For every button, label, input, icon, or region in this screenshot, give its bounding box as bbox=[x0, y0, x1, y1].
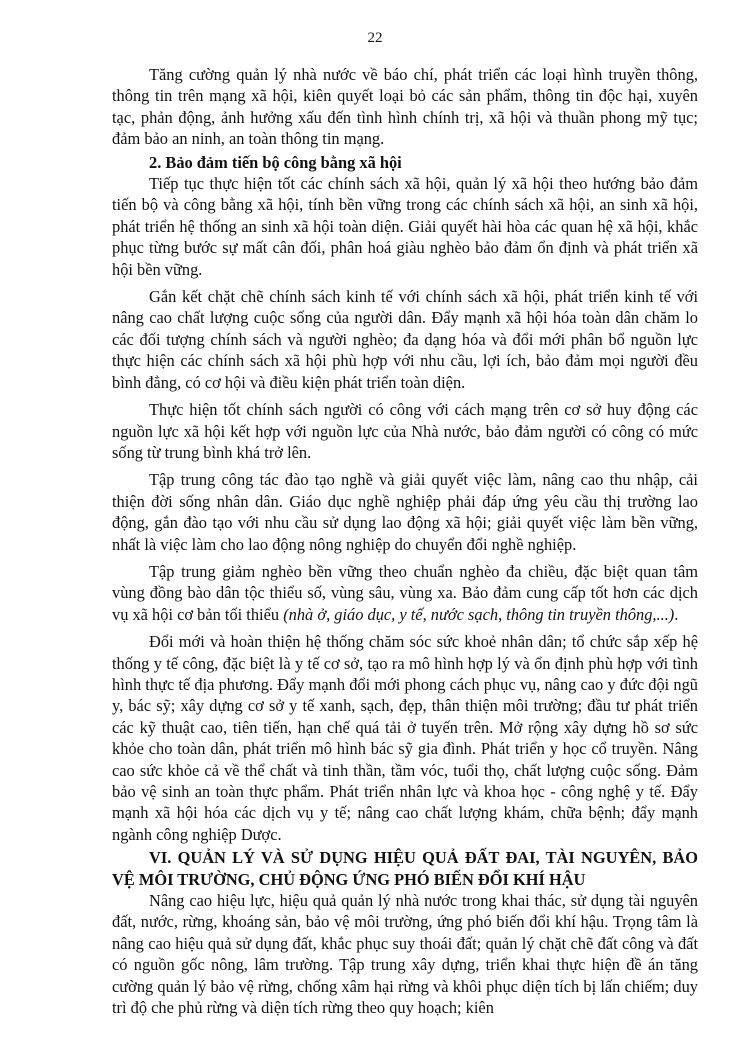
paragraph-vocational-training: Tập trung công tác đào tạo nghề và giải quyết việc làm, nâng cao thu nhập, cải thiện đời sống nhân dân. Giáo dục nghề nghiệp phải đáp ứng yêu cầu thị trường lao động, gắn đào tạo với nhu cầu sử dụng lao động xã hội; giải quyết việc làm bền vững, nhất là việc làm cho lao động nông nghiệp do chuyển đổi nghề nghiệp. bbox=[112, 470, 698, 554]
poverty-italic-list: (nhà ở, giáo dục, y tế, nước sạch, thông tin truyền thông,...) bbox=[283, 604, 675, 624]
poverty-text: Tập trung giảm nghèo bền vững theo chuẩn nghèo đa chiều, đặc biệt quan tâm vùng đồng bào dân tộc thiểu số, vùng sâu, vùng xa. Bảo đảm cung cấp tốt hơn các dịch vụ xã hội cơ bản tối thiểu bbox=[112, 561, 698, 624]
poverty-end: . bbox=[674, 604, 679, 624]
paragraph-poverty-reduction bbox=[112, 561, 698, 625]
section-heading-social-equity: 2. Bảo đảm tiến bộ công bằng xã hội bbox=[149, 152, 402, 172]
paragraph-press-management: Tăng cường quản lý nhà nước về báo chí, phát triển các loại hình truyền thông, thông tin trên mạng xã hội, kiên quyết loại bỏ các sản phẩm, thông tin độc hại, xuyên tạc, phản động, ảnh hưởng xấu đến tình hình chính trị, xã hội và thuần phong mỹ tục; đảm bảo an ninh, an toàn thông tin mạng. bbox=[112, 65, 698, 149]
paragraph-resource-management: Nâng cao hiệu lực, hiệu quả quản lý nhà nước trong khai thác, sử dụng tài nguyên đất, nước, rừng, khoáng sản, bảo vệ môi trường, ứng phó biến đổi khí hậu. Trọng tâm là nâng cao hiệu quả sử dụng đất, khắc phục suy thoái đất; quản lý chặt chẽ đất công và đất có nguồn gốc nông, lâm trường. Tập trung xây dựng, triển khai thực hiện đề án tăng cường quản lý bảo vệ rừng, chống xâm hại rừng và khôi phục diện tích bị lấn chiếm; duy trì độ che phủ rừng và diện tích rừng theo quy hoạch; kiên bbox=[112, 891, 698, 1018]
paragraph-economic-social-link: Gắn kết chặt chẽ chính sách kinh tế với chính sách xã hội, phát triển kinh tế với nâng cao chất lượng cuộc sống của người dân. Đẩy mạnh xã hội hóa toàn dân chăm lo các đối tượng chính sách và người nghèo; đa dạng hóa và đổi mới phân bổ nguồn lực thực hiện các chính sách xã hội phù hợp với nhu cầu, lợi ích, bảo đảm mọi người đều bình đẳng, có cơ hội và điều kiện phát triển toàn diện. bbox=[112, 287, 698, 392]
section-heading-land-resources: VI. QUẢN LÝ VÀ SỬ DỤNG HIỆU QUẢ ĐẤT ĐAI, TÀI NGUYÊN, BẢO VỆ MÔI TRƯỜNG, CHỦ ĐỘNG ỨNG PHÓ BIẾN ĐỔI KHÍ HẬU bbox=[112, 848, 698, 889]
paragraph-social-policy: Tiếp tục thực hiện tốt các chính sách xã hội, quản lý xã hội theo hướng bảo đảm tiến bộ và công bằng xã hội, tính bền vững trong các chính sách xã hội, an sinh xã hội, phát triển hệ thống an sinh xã hội toàn diện. Giải quyết hài hòa các quan hệ xã hội, khắc phục từng bước sự mất cân đối, phân hoá giàu nghèo bảo đảm ổn định và phát triển xã hội bền vững. bbox=[112, 174, 698, 279]
document-body bbox=[112, 64, 698, 1018]
paragraph-meritorious-people: Thực hiện tốt chính sách người có công với cách mạng trên cơ sở huy động các nguồn lực xã hội kết hợp với nguồn lực của Nhà nước, bảo đảm người có công có mức sống từ trung bình khá trở lên. bbox=[112, 400, 698, 462]
page-number: 22 bbox=[367, 30, 383, 46]
paragraph-healthcare: Đổi mới và hoàn thiện hệ thống chăm sóc sức khoẻ nhân dân; tổ chức sắp xếp hệ thống y tế công, đặc biệt là y tế cơ sở, tạo ra mô hình hợp lý và ổn định phù hợp với tình hình thực tế địa phương. Đẩy mạnh đổi mới phong cách phục vụ, nâng cao y đức đội ngũ y, bác sỹ; xây dựng cơ sở y tế xanh, sạch, đẹp, thân thiện môi trường; đầu tư phát triển các kỹ thuật cao, tiên tiến, hạn chế quá tải ở tuyến trên. Mở rộng xây dựng hồ sơ sức khỏe cho toàn dân, phát triển mô hình bác sỹ gia đình. Phát triển y học cổ truyền. Nâng cao sức khỏe cả về thể chất và tinh thần, tầm vóc, tuổi thọ, chất lượng cuộc sống. Đảm bảo vệ sinh an toàn thực phẩm. Phát triển nhân lực và khoa học - công nghệ y tế. Đẩy mạnh xã hội hóa các dịch vụ y tế; nâng cao chất lượng khám, chữa bệnh; đẩy mạnh ngành công nghiệp Dược. bbox=[112, 632, 698, 844]
